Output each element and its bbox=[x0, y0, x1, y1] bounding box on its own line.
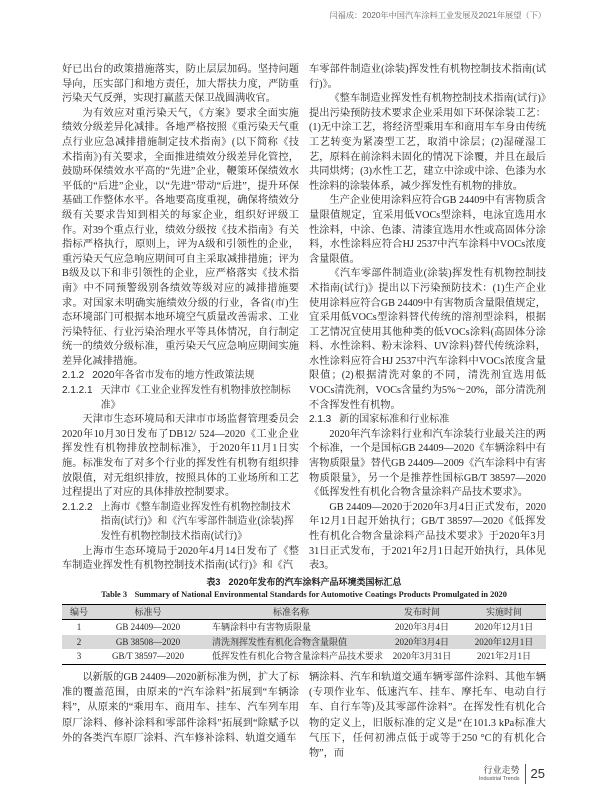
section-title: 2020年各省市发布的地方性政策法规 bbox=[92, 370, 255, 382]
section-number: 2.1.3 bbox=[309, 414, 332, 426]
table-cell-code: GB/T 38597—2020 bbox=[111, 651, 185, 662]
running-head: 闫福成：2020年中国汽车涂料工业发展及2021年展望（下） bbox=[329, 11, 546, 20]
table-cell-no: 3 bbox=[76, 651, 82, 662]
table-cell-effective: 2020年12月1日 bbox=[474, 636, 534, 647]
table-header-cell: 发布时间 bbox=[403, 607, 440, 617]
table-header-cell: 标准名称 bbox=[272, 607, 309, 617]
table-header-cell: 编号 bbox=[69, 607, 88, 617]
section-number: 2.1.2 bbox=[62, 370, 85, 382]
body-paragraph: 车零部件制造业(涂装)挥发性有机物控制技术指南(试行)》。 bbox=[309, 64, 546, 90]
table-cell-name: 低挥发性有机化合物含量涂料产品技术要求 bbox=[212, 651, 384, 662]
body-paragraph: 《整车制造业挥发性有机物控制技术指南(试行)》提出污染预防技术要求企业采用如下环保涂装工艺：(1)无中涂工艺，将经济型乘用车和商用车车身由传统工艺转变为紧凑型工艺，取消中涂层；(2)湿碰湿工艺，原料在前涂料未固化的情况下涂覆，并且在最后共同烘烤；(3)水性工艺，建立中涂或中涂、色漆为水性涂料的涂装体系，减少挥发性有机物的排放。 bbox=[309, 93, 546, 192]
section-number: 2.1.2.1 bbox=[62, 385, 93, 397]
section-title: 天津市《工业企业挥发性有机物排放控制标准》 bbox=[100, 385, 291, 411]
standards-table bbox=[62, 604, 546, 665]
table-header-row bbox=[62, 605, 546, 620]
table-row bbox=[62, 649, 546, 664]
right-column-bottom bbox=[309, 670, 546, 761]
section-label bbox=[479, 765, 520, 783]
table-cell-issued: 2020年3月4日 bbox=[394, 636, 449, 647]
body-paragraph: GB 24409—2020于2020年3月4日正式发布，2020年12月1日起开始执行；GB/T 38597—2020《低挥发性有机化合物含量涂料产品技术要求》于2020年3月31日正式发布，于2021年2月1日起开始执行，具体见表3。 bbox=[309, 501, 546, 572]
body-paragraph: 辆涂料、汽车和轨道交通车辆零部件涂料、其他车辆(专项作业车、低速汽车、挂车、摩托车、电动自行车、自行车等)及其零部件涂料”。在挥发性有机化合物的定义上，旧版标准的定义是“在101.3 kPa标准大气压下，任何初沸点低于或等于250 °C的有机化合物”，而 bbox=[309, 672, 546, 760]
section-title: 上海市《整车制造业挥发性有机物控制技术指南(试行)》和《汽车零部件制造业(涂装)挥发性有机物控制技术指南(试行)》 bbox=[100, 501, 294, 542]
section-label-cn: 行业走势 bbox=[483, 765, 520, 775]
section-label-en: Industrial Trends bbox=[478, 776, 520, 782]
body-columns bbox=[62, 63, 546, 574]
body-paragraph: 《汽车零部件制造业(涂装)挥发性有机物控制技术指南(试行)》提出以下污染预防技术：(1)生产企业使用涂料应符合GB 24409中有害物质含量限值规定，宜采用低VOCs型涂料替代传统的溶剂型涂料，根据工艺情况宜使用其他种类的低VOCs涂料(高固体分涂料、水性涂料、粉末涂料、UV涂料)替代传统涂料，水性涂料应符合HJ 2537中汽车涂料中VOCs浓度含量限值；(2)根据清洗对象的不同，清洗剂宜选用低VOCs清洗剂，VOCs含量约为5%～20%，部分清洗剂不含挥发性有机物。 bbox=[309, 268, 546, 411]
table-caption-en bbox=[62, 589, 546, 601]
body-paragraph: 上海市生态环境局于2020年4月14日发布了《整车制造业挥发性有机物控制技术指南(试行)》和《汽 bbox=[62, 545, 299, 572]
table-label-cn: 表3 bbox=[206, 577, 221, 587]
table-caption-cn bbox=[62, 576, 546, 589]
table-title-cn: 2020年发布的汽车涂料产品环境类国标汇总 bbox=[228, 577, 402, 587]
table-header-cell: 实施时间 bbox=[485, 607, 522, 617]
table-cell-effective: 2020年12月1日 bbox=[474, 622, 534, 633]
section-number: 2.1.2.2 bbox=[62, 501, 93, 513]
continuation-columns bbox=[62, 670, 546, 761]
table-cell-name: 车辆涂料中有害物质限量 bbox=[212, 622, 312, 633]
table-cell-effective: 2021年2月1日 bbox=[476, 651, 531, 662]
table-row bbox=[62, 635, 546, 649]
table-cell-name: 清洗剂挥发性有机化合物含量限值 bbox=[212, 636, 348, 647]
table-cell-code: GB 24409—2020 bbox=[115, 622, 181, 633]
table-cell-code: GB 38508—2020 bbox=[115, 636, 181, 647]
left-column bbox=[62, 63, 299, 574]
table-cell-issued: 2020年3月4日 bbox=[394, 622, 449, 633]
page-footer bbox=[479, 763, 545, 785]
page-number: 25 bbox=[530, 766, 545, 781]
section-heading bbox=[309, 413, 546, 428]
table-header-cell: 标准号 bbox=[134, 607, 162, 617]
table-title-en: Summary of National Environmental Standards for Automotive Coatings Products Promulgated in 2020 bbox=[134, 590, 507, 599]
body-paragraph: 以新版的GB 24409—2020新标准为例，扩大了标准的覆盖范围，由原来的“汽车涂料”拓展到“车辆涂料”，从原来的“乘用车、商用车、挂车、汽车列车用原厂涂料、修补涂料和零部件涂料”拓展到“除赋予以外的各类汽车原厂涂料、汽车修补涂料、轨道交通车 bbox=[62, 672, 299, 744]
section-heading bbox=[62, 501, 299, 545]
table-row bbox=[62, 620, 546, 635]
table-cell-no: 1 bbox=[76, 622, 82, 633]
body-paragraph: 为有效应对重污染天气，《方案》要求全面实施绩效分级差异化减排。各地严格按照《重污染天气重点行业应急减排措施制定技术指南》(以下简称《技术指南》)有关要求，全面推进绩效分级差异化管控，鼓励环保绩效水平高的“先进”企业，鞭策环保绩效水平低的“后进”企业，以“先进”带动“后进”，提升环保基础工作整体水平。各地要高度重视，确保将绩效分级有关要求告知到相关的每家企业，组织好评级工作。对39个重点行业，绩效分级按《技术指南》有关指标严格执行，原则上，评为A级和引领性的企业，重污染天气应急响应期间可自主采取减排措施；评为B级及以下和非引领性的企业，应严格落实《技术指南》中不同预警级别各绩效等级对应的减排措施要求。对国家未明确实施绩效分级的行业，各省(市)生态环境部门可根据本地环境空气质量改善需求、工业污染特征、行业污染治理水平等具体情况，自行制定统一的绩效分级标准，重污染天气应急响应期间实施差异化减排措施。 bbox=[62, 107, 299, 367]
section-heading bbox=[62, 369, 299, 384]
section-title: 新的国家标准和行业标准 bbox=[339, 414, 450, 426]
table-3 bbox=[62, 576, 546, 665]
table-label-en: Table 3 bbox=[101, 590, 128, 599]
table-cell-no: 2 bbox=[76, 636, 82, 647]
body-paragraph: 天津市生态环境局和天津市市场监督管理委员会2020年10月30日发布了DB12/ 524—2020《工业企业挥发性有机物排放控制标准》，于2020年11月1日实施。标准发布了对多个行业的挥发性有机物有组织排放限值，对无组织排放，按照具体的工业场所和工艺过程提出了对应的具体排放控制要求。 bbox=[62, 414, 299, 499]
table-cell-issued: 2020年3月31日 bbox=[392, 651, 452, 662]
body-paragraph: 生产企业使用涂料应符合GB 24409中有害物质含量限值规定，宜采用低VOCs型涂料，电泳宜选用水性涂料，中涂、色漆、清漆宜选用水性或高固体分涂料，水性涂料应符合HJ 2537中汽车涂料中VOCs浓度含量限值。 bbox=[309, 195, 546, 265]
right-column bbox=[309, 63, 546, 574]
body-paragraph: 2020年汽车涂料行业和汽车涂装行业最关注的两个标准，一个是国标GB 24409—2020《车辆涂料中有害物质限量》替代GB 24409—2009《汽车涂料中有害物质限量》，另一个是推荐性国标GB/T 38597—2020《低挥发性有机化合物含量涂料产品技术要求》。 bbox=[309, 428, 546, 499]
footer-divider bbox=[525, 764, 526, 784]
section-heading bbox=[62, 384, 299, 413]
left-column-bottom bbox=[62, 670, 299, 761]
body-paragraph: 好已出台的政策措施落实，防止层层加码。坚持问题导向，压实部门和地方责任，加大帮扶力度，严防重污染天气反弹，实现打赢蓝天保卫战圆满收官。 bbox=[62, 64, 299, 105]
